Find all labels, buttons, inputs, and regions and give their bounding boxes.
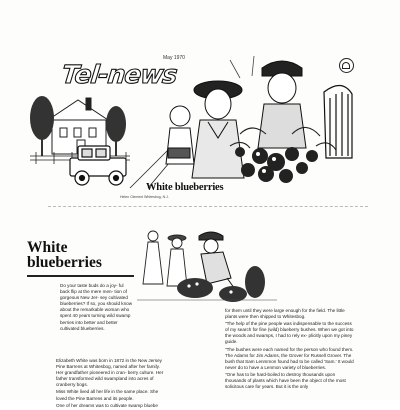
masthead	[30, 38, 370, 206]
article-title-line2: blueberries	[27, 254, 102, 271]
masthead-divider	[48, 206, 368, 207]
paragraph: Do your taste buds do a joy- ful back flip at the mere men- tion of gorgeous New Jer- sey cultivated blueberries? If so, you should know about the remarkable woman who spent 40 years turning wild swamp berries into better and better cultivated blueberries.	[60, 283, 133, 331]
newsletter-logo: Tel-news	[60, 60, 178, 89]
paragraph: for them until they were large enough for the field. The little plants were then shipped to Whitesbog.	[225, 308, 345, 320]
article-illustration	[137, 222, 277, 304]
paragraph: "The bushes were each named for the person who found them. The Adams for Jim Adams, the Grover for Russell Grover. The bush that Sam Lenmmon found had to be called 'Sam.' It would never do to have a Lenmon variety of blueberries.	[225, 346, 354, 370]
article-column-right	[225, 308, 355, 391]
article-title-line1: White	[27, 239, 68, 256]
cover-title: White blueberries	[146, 182, 224, 193]
title-underline	[27, 275, 134, 277]
article-title	[27, 240, 102, 270]
issue-date: May 1970	[163, 55, 185, 61]
paragraph: "The help of the pine people was indispensable to the success of my search for fine (wild) blueberry bushes. When we got into the woods and swamps, I had to rely ex- plicitly upon my piney guide.	[225, 321, 354, 345]
article-column-left	[56, 358, 168, 410]
illustration-credit: Helen Clement Whitesbog, N.J.	[120, 195, 169, 199]
paragraph: One of her dreams was to cultivate swamp bluebe	[56, 402, 158, 408]
paragraph: Miss White lived all her life in the same place. She loved the Pine Barrens and its people.	[56, 389, 159, 401]
paragraph: "One has to be hard-boiled to destroy thousands upon thousands of plants which have been the object of the most solicitous care for years. But it is the only	[225, 371, 346, 390]
article-column-intro	[60, 283, 132, 333]
bell-system-logo-icon	[339, 58, 354, 73]
paragraph: Elizabeth White was born in 1872 in the New Jersey Pine Barrens at Whitesbog, named after her family. Her grandfather pioneered in cran- berry culture. Her father transformed wild swampland into acres of cranberry bogs.	[56, 358, 164, 388]
